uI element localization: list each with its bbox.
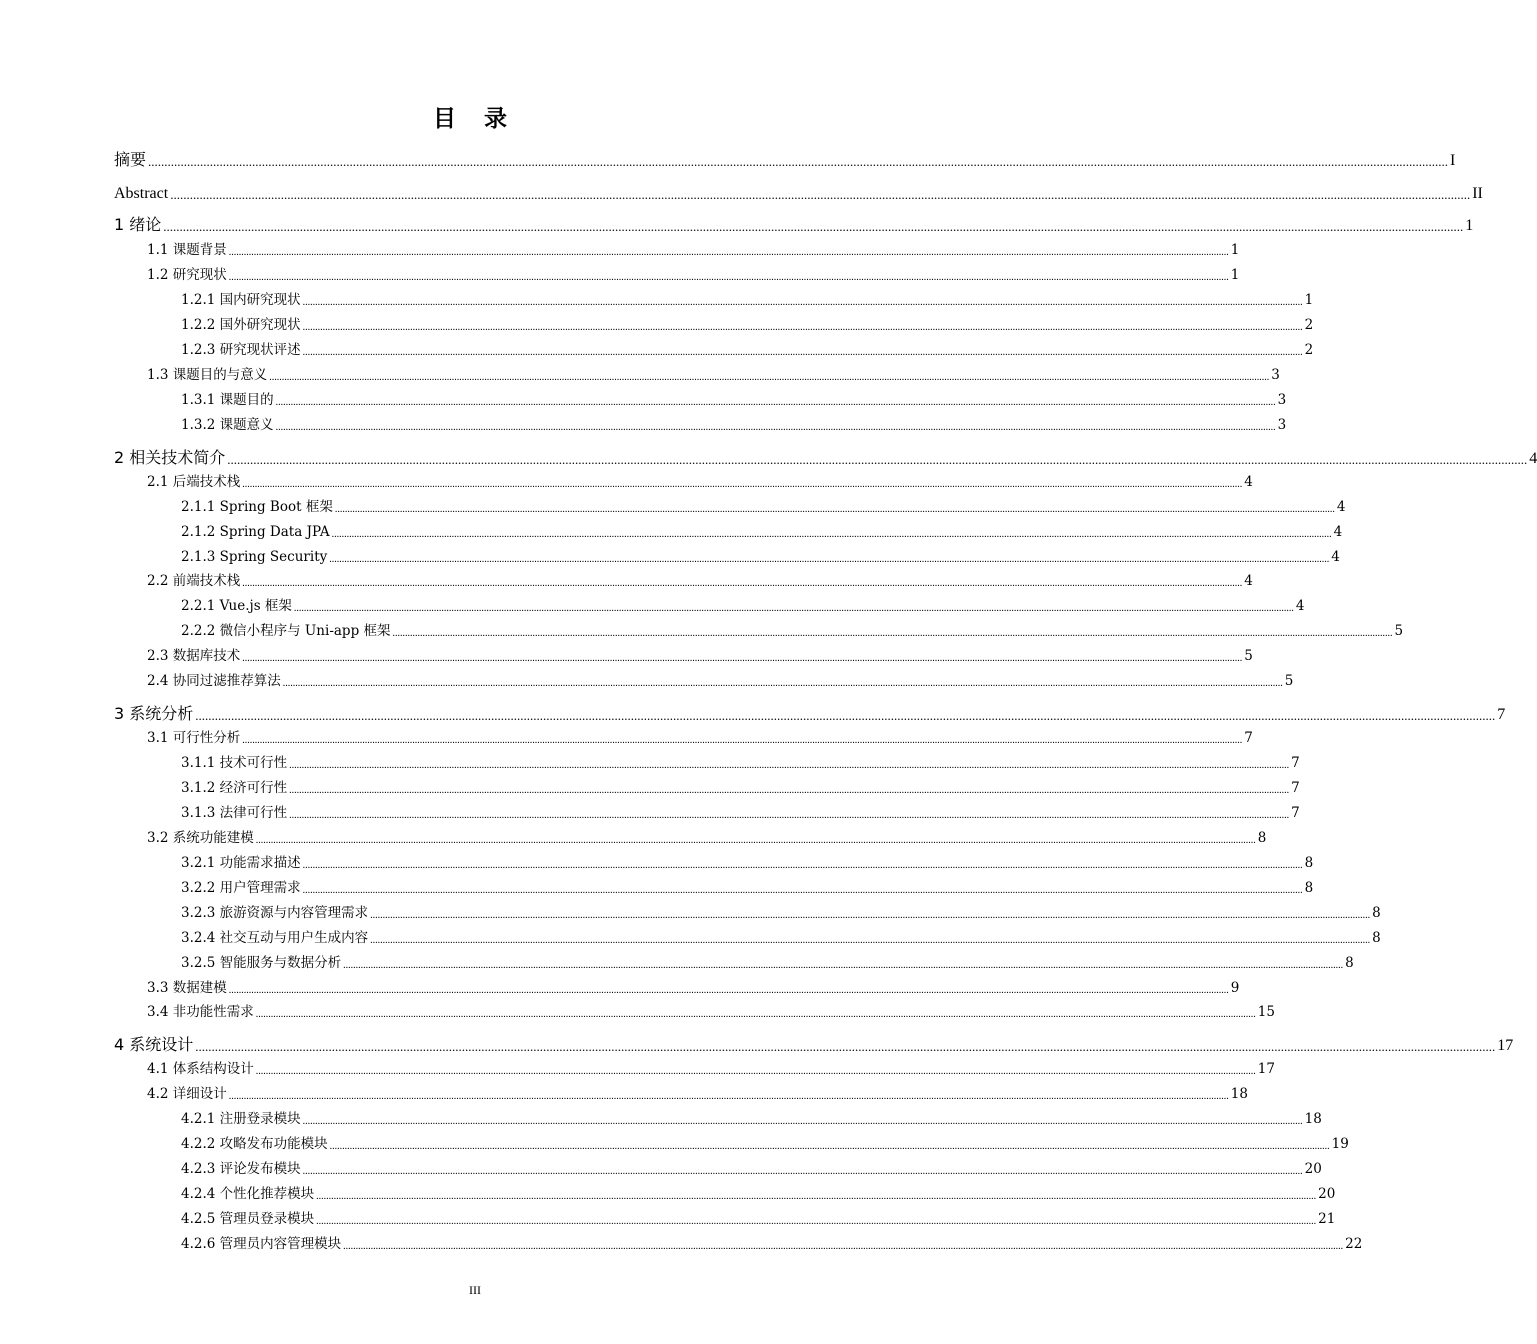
toc-entry[interactable] — [147, 365, 1280, 383]
dot-leader: ................................................................................................................................................................................................................................................................................................................................................................................................................ — [334, 504, 1335, 515]
toc-entry[interactable] — [181, 803, 1300, 821]
toc-entry[interactable] — [147, 1084, 1248, 1102]
dot-leader: ................................................................................................................................................................................................................................................................................................................................................................................................................ — [302, 1116, 1303, 1127]
toc-entry-label: 3.2.3 旅游资源与内容管理需求 — [181, 905, 369, 921]
dot-leader: ................................................................................................................................................................................................................................................................................................................................................................................................................ — [343, 960, 1344, 971]
toc-entry-page: 8 — [1345, 955, 1354, 971]
dot-leader: ................................................................................................................................................................................................................................................................................................................................................................................................................ — [255, 835, 1256, 846]
toc-entry[interactable] — [181, 1134, 1349, 1152]
toc-entry-page: I — [1450, 152, 1456, 169]
toc-entry-label: 1.3.2 课题意义 — [181, 417, 274, 433]
toc-entry-page: 20 — [1304, 1161, 1322, 1177]
toc-entry-label: 3.2.1 功能需求描述 — [181, 855, 301, 871]
toc-entry-page: 15 — [1257, 1004, 1275, 1020]
toc-entry-label: 1.3 课题目的与意义 — [147, 367, 268, 383]
toc-entry-page: 1 — [1230, 242, 1240, 258]
toc-entry-page: 7 — [1291, 780, 1300, 796]
dot-leader: ................................................................................................................................................................................................................................................................................................................................................................................................................ — [242, 653, 1243, 664]
toc-entry-label: 2 相关技术简介 — [114, 448, 226, 467]
toc-entry[interactable] — [181, 878, 1314, 896]
toc-entry-label: 3.1.3 法律可行性 — [181, 805, 288, 821]
toc-entry-page: 19 — [1331, 1136, 1349, 1152]
dot-leader: ................................................................................................................................................................................................................................................................................................................................................................................................................ — [289, 810, 1290, 821]
toc-entry-page: 3 — [1277, 392, 1287, 408]
toc-entry-page: II — [1472, 185, 1483, 202]
toc-entry-label: 2.2.1 Vue.js 框架 — [181, 598, 292, 614]
toc-entry-page: 8 — [1372, 905, 1381, 921]
dot-leader: ................................................................................................................................................................................................................................................................................................................................................................................................................ — [316, 1216, 1317, 1227]
toc-entry-page: 1 — [1465, 217, 1474, 234]
toc-entry[interactable] — [114, 213, 1474, 235]
toc-entry-page: 8 — [1372, 930, 1381, 946]
toc-entry-label: 3.1.1 技术可行性 — [181, 755, 288, 771]
toc-entry[interactable] — [147, 472, 1253, 490]
toc-entry-page: 9 — [1230, 980, 1240, 996]
toc-entry-label: 2.1.2 Spring Data JPA — [181, 524, 330, 540]
toc-entry-page: 4 — [1244, 573, 1253, 589]
toc-entry-label: 3.2.5 智能服务与数据分析 — [181, 955, 342, 971]
dot-leader: ................................................................................................................................................................................................................................................................................................................................................................................................................ — [170, 187, 1471, 202]
dot-leader: ................................................................................................................................................................................................................................................................................................................................................................................................................ — [289, 760, 1290, 771]
toc-entry[interactable] — [181, 315, 1314, 333]
dot-leader: ................................................................................................................................................................................................................................................................................................................................................................................................................ — [302, 1166, 1303, 1177]
dot-leader: ................................................................................................................................................................................................................................................................................................................................................................................................................ — [242, 735, 1243, 746]
toc-entry-label: 3.2 系统功能建模 — [147, 830, 254, 846]
toc-entry-label: 3.1 可行性分析 — [147, 730, 241, 746]
toc-entry[interactable] — [114, 181, 1483, 203]
toc-entry-page: 5 — [1244, 648, 1253, 664]
toc-entry-label: 3.2.4 社交互动与用户生成内容 — [181, 930, 369, 946]
toc-entry-label: 4.2.6 管理员内容管理模块 — [181, 1236, 342, 1252]
toc-entry-label: 1.2.2 国外研究现状 — [181, 317, 301, 333]
toc-entry[interactable] — [181, 522, 1343, 540]
toc-entry[interactable] — [147, 671, 1294, 689]
toc-entry-label: 2.1 后端技术栈 — [147, 474, 241, 490]
dot-leader: ................................................................................................................................................................................................................................................................................................................................................................................................................ — [302, 322, 1303, 333]
toc-entry-label: 摘要 — [114, 150, 147, 169]
toc-entry-label: 4.2.2 攻略发布功能模块 — [181, 1136, 328, 1152]
toc-entry[interactable] — [181, 596, 1305, 614]
dot-leader: ................................................................................................................................................................................................................................................................................................................................................................................................................ — [302, 885, 1303, 896]
dot-leader: ................................................................................................................................................................................................................................................................................................................................................................................................................ — [293, 603, 1294, 614]
toc-entry[interactable] — [181, 547, 1340, 565]
dot-leader: ................................................................................................................................................................................................................................................................................................................................................................................................................ — [228, 985, 1229, 996]
dot-leader: ................................................................................................................................................................................................................................................................................................................................................................................................................ — [370, 935, 1371, 946]
toc-entry-page: 4 — [1333, 524, 1343, 540]
toc-entry[interactable] — [181, 928, 1381, 946]
toc-entry-label: 1 绪论 — [114, 215, 162, 234]
toc-entry[interactable] — [181, 290, 1314, 308]
toc-entry-page: 7 — [1291, 805, 1300, 821]
toc-entry-page: 4 — [1331, 549, 1340, 565]
toc-entry[interactable] — [147, 828, 1267, 846]
toc-entry[interactable] — [181, 753, 1300, 771]
dot-leader: ................................................................................................................................................................................................................................................................................................................................................................................................................ — [255, 1066, 1256, 1077]
toc-entry-label: 3.3 数据建模 — [147, 980, 227, 996]
toc-entry-page: 17 — [1257, 1061, 1275, 1077]
toc-entry-label: 4.2.5 管理员登录模块 — [181, 1211, 315, 1227]
toc-entry-page: 7 — [1244, 730, 1253, 746]
toc-entry-label: 2.4 协同过滤推荐算法 — [147, 673, 281, 689]
toc-entry[interactable] — [147, 728, 1253, 746]
toc-entry-label: 4.2.4 个性化推荐模块 — [181, 1186, 315, 1202]
toc-entry-page: 4 — [1529, 450, 1537, 467]
toc-entry[interactable] — [147, 1059, 1275, 1077]
toc-entry-page: 5 — [1284, 673, 1294, 689]
toc-entry-page: 1 — [1304, 292, 1314, 308]
toc-entry-page: 8 — [1304, 855, 1314, 871]
toc-entry[interactable] — [147, 646, 1253, 664]
toc-entry-label: 2.2 前端技术栈 — [147, 573, 241, 589]
toc-entry-label: 3.4 非功能性需求 — [147, 1004, 254, 1020]
toc-entry-label: 1.2.3 研究现状评述 — [181, 342, 301, 358]
toc-entry[interactable] — [181, 415, 1287, 433]
toc-entry[interactable] — [181, 1159, 1322, 1177]
toc-entry[interactable] — [147, 978, 1240, 996]
dot-leader: ................................................................................................................................................................................................................................................................................................................................................................................................................ — [370, 910, 1371, 921]
toc-entry-page: 3 — [1271, 367, 1280, 383]
toc-entry[interactable] — [114, 446, 1537, 468]
toc-entry[interactable] — [181, 903, 1381, 921]
toc-entry-page: 7 — [1291, 755, 1300, 771]
toc-entry-page: 4 — [1244, 474, 1253, 490]
toc-entry[interactable] — [114, 1033, 1514, 1055]
toc-entry-page: 4 — [1295, 598, 1305, 614]
toc-entry-label: 1.3.1 课题目的 — [181, 392, 274, 408]
toc-entry[interactable] — [181, 953, 1354, 971]
toc-entry-page: 8 — [1304, 880, 1314, 896]
toc-entry-label: 3.1.2 经济可行性 — [181, 780, 288, 796]
dot-leader: ................................................................................................................................................................................................................................................................................................................................................................................................................ — [275, 397, 1276, 408]
toc-entry-label: 2.1.3 Spring Security — [181, 549, 328, 565]
toc-entry-page: 18 — [1230, 1086, 1248, 1102]
toc-entry[interactable] — [147, 240, 1240, 258]
toc-entry-label: 1.2.1 国内研究现状 — [181, 292, 301, 308]
page-number: III — [469, 1283, 481, 1297]
dot-leader: ................................................................................................................................................................................................................................................................................................................................................................................................................ — [275, 422, 1276, 433]
toc-entry[interactable] — [181, 1209, 1336, 1227]
dot-leader: ................................................................................................................................................................................................................................................................................................................................................................................................................ — [343, 1241, 1344, 1252]
toc-entry-label: 4.2.3 评论发布模块 — [181, 1161, 301, 1177]
dot-leader: ................................................................................................................................................................................................................................................................................................................................................................................................................ — [228, 272, 1229, 283]
dot-leader: ................................................................................................................................................................................................................................................................................................................................................................................................................ — [302, 347, 1303, 358]
toc-entry[interactable] — [114, 148, 1456, 170]
toc-entry-label: 2.1.1 Spring Boot 框架 — [181, 499, 333, 515]
dot-leader: ................................................................................................................................................................................................................................................................................................................................................................................................................ — [392, 628, 1393, 639]
toc-entry-page: 2 — [1304, 342, 1314, 358]
toc-entry-page: 4 — [1336, 499, 1346, 515]
dot-leader: ................................................................................................................................................................................................................................................................................................................................................................................................................ — [228, 247, 1229, 258]
dot-leader: ................................................................................................................................................................................................................................................................................................................................................................................................................ — [195, 708, 1496, 723]
toc-entry-label: 4 系统设计 — [114, 1035, 194, 1054]
dot-leader: ................................................................................................................................................................................................................................................................................................................................................................................................................ — [302, 860, 1303, 871]
toc-entry-page: 1 — [1230, 267, 1240, 283]
page-title: 目 录 — [432, 106, 517, 132]
dot-leader: ................................................................................................................................................................................................................................................................................................................................................................................................................ — [255, 1009, 1256, 1020]
dot-leader: ................................................................................................................................................................................................................................................................................................................................................................................................................ — [195, 1039, 1496, 1054]
toc-entry[interactable] — [181, 1109, 1322, 1127]
toc-entry-page: 8 — [1257, 830, 1267, 846]
toc-entry-page: 5 — [1394, 623, 1404, 639]
dot-leader: ................................................................................................................................................................................................................................................................................................................................................................................................................ — [331, 529, 1332, 540]
toc-entry-label: 3 系统分析 — [114, 704, 194, 723]
toc-entry[interactable] — [114, 702, 1506, 724]
dot-leader: ................................................................................................................................................................................................................................................................................................................................................................................................................ — [289, 785, 1290, 796]
dot-leader: ................................................................................................................................................................................................................................................................................................................................................................................................................ — [227, 452, 1528, 467]
toc-entry-page: 20 — [1318, 1186, 1336, 1202]
toc-entry-page: 2 — [1304, 317, 1314, 333]
dot-leader: ................................................................................................................................................................................................................................................................................................................................................................................................................ — [329, 554, 1330, 565]
toc-entry[interactable] — [181, 1234, 1363, 1252]
toc-entry[interactable] — [181, 778, 1300, 796]
toc-entry[interactable] — [181, 853, 1314, 871]
toc-entry-label: 2.3 数据库技术 — [147, 648, 241, 664]
toc-entry-label: 2.2.2 微信小程序与 Uni-app 框架 — [181, 623, 391, 639]
toc-entry[interactable] — [181, 390, 1287, 408]
toc-entry-page: 18 — [1304, 1111, 1322, 1127]
toc-entry-label: Abstract — [114, 185, 169, 202]
dot-leader: ................................................................................................................................................................................................................................................................................................................................................................................................................ — [282, 678, 1283, 689]
toc-entry-label: 1.2 研究现状 — [147, 267, 227, 283]
toc-entry[interactable] — [181, 497, 1346, 515]
toc-entry[interactable] — [181, 621, 1404, 639]
toc-entry-label: 3.2.2 用户管理需求 — [181, 880, 301, 896]
dot-leader: ................................................................................................................................................................................................................................................................................................................................................................................................................ — [163, 219, 1464, 234]
toc-entry-page: 22 — [1345, 1236, 1363, 1252]
toc-entry[interactable] — [147, 265, 1240, 283]
dot-leader: ................................................................................................................................................................................................................................................................................................................................................................................................................ — [228, 1091, 1229, 1102]
toc-entry-page: 17 — [1497, 1037, 1514, 1054]
toc-entry-page: 3 — [1277, 417, 1287, 433]
toc-entry-label: 4.2 详细设计 — [147, 1086, 227, 1102]
dot-leader: ................................................................................................................................................................................................................................................................................................................................................................................................................ — [148, 154, 1449, 169]
toc-entry-page: 21 — [1318, 1211, 1336, 1227]
toc-entry-label: 1.1 课题背景 — [147, 242, 227, 258]
dot-leader: ................................................................................................................................................................................................................................................................................................................................................................................................................ — [269, 372, 1270, 383]
toc-entry[interactable] — [147, 571, 1253, 589]
toc-entry[interactable] — [147, 1002, 1275, 1020]
dot-leader: ................................................................................................................................................................................................................................................................................................................................................................................................................ — [242, 479, 1243, 490]
dot-leader: ................................................................................................................................................................................................................................................................................................................................................................................................................ — [302, 297, 1303, 308]
dot-leader: ................................................................................................................................................................................................................................................................................................................................................................................................................ — [316, 1191, 1317, 1202]
toc-entry-label: 4.2.1 注册登录模块 — [181, 1111, 301, 1127]
toc-entry-page: 7 — [1497, 706, 1506, 723]
toc-entry-label: 4.1 体系结构设计 — [147, 1061, 254, 1077]
dot-leader: ................................................................................................................................................................................................................................................................................................................................................................................................................ — [242, 578, 1243, 589]
toc-entry[interactable] — [181, 1184, 1336, 1202]
toc-entry[interactable] — [181, 340, 1314, 358]
dot-leader: ................................................................................................................................................................................................................................................................................................................................................................................................................ — [329, 1141, 1330, 1152]
